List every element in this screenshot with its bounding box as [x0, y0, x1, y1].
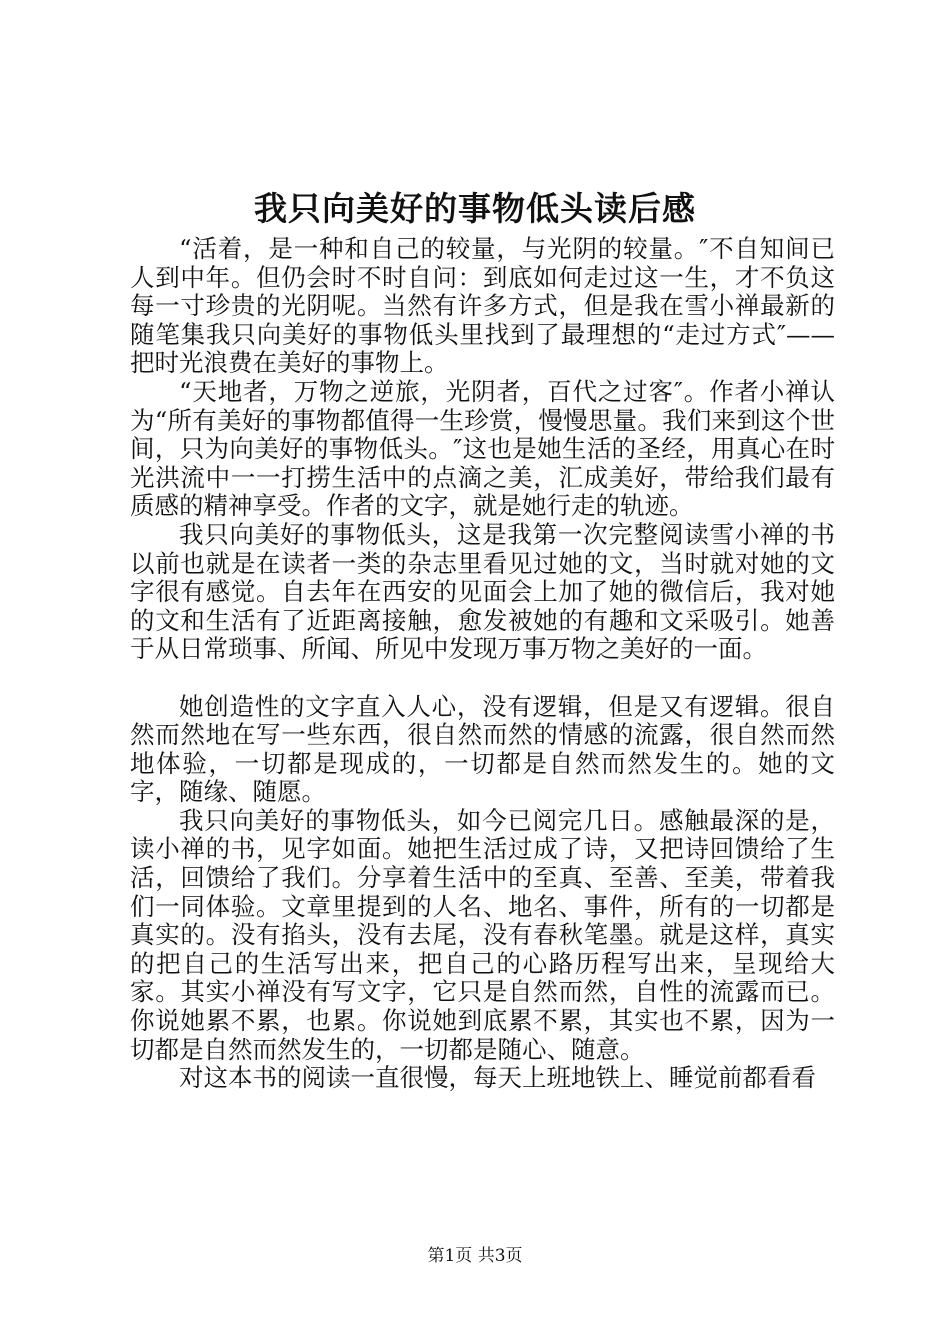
paragraph-5: 我只向美好的事物低头，如今已阅完几日。感触最深的是，读小禅的书，见字如面。她把生活过成了诗，又把诗回馈给了生活，回馈给了我们。分享着生活中的至真、至善、至美，带着我们一同体验。文章里提到的人名、地名、事件，所有的一切都是真实的。没有掐头，没有去尾，没有春秋笔墨。就是这样，真实的把自己的生活写出来，把自己的心路历程写出来，呈现给大家。其实小禅没有写文字，它只是自然而然，自性的流露而已。你说她累不累，也累。你说她到底累不累，其实也不累，因为一切都是自然而然发生的，一切都是随心、随意。	[130, 805, 835, 1064]
paragraph-3: 我只向美好的事物低头，这是我第一次完整阅读雪小禅的书以前也就是在读者一类的杂志里看见过她的文，当时就对她的文字很有感觉。自去年在西安的见面会上加了她的微信后，我对她的文和生活有了近距离接触，愈发被她的有趣和文采吸引。她善于从日常琐事、所闻、所见中发现万事万物之美好的一面。	[130, 519, 835, 664]
paragraph-2: “天地者，万物之逆旅，光阴者，百代之过客″。作者小禅认为“所有美好的事物都值得一生珍赏，慢慢思量。我们来到这个世间，只为向美好的事物低头。″这也是她生活的圣经，用真心在时光洪流中一一打捞生活中的点滴之美，汇成美好，带给我们最有质感的精神享受。作者的文字，就是她行走的轨迹。	[130, 376, 835, 521]
paragraph-1: “活着，是一种和自己的较量，与光阴的较量。″不自知间已人到中年。但仍会时不时自问：到底如何走过这一生，才不负这每一寸珍贵的光阴呢。当然有许多方式，但是我在雪小禅最新的随笔集我只向美好的事物低头里找到了最理想的“走过方式″——把时光浪费在美好的事物上。	[130, 234, 835, 378]
document-body	[130, 235, 835, 1093]
paragraph-4: 她创造性的文字直入人心，没有逻辑，但是又有逻辑。很自然而然地在写一些东西，很自然而然的情感的流露，很自然而然地体验，一切都是现成的，一切都是自然而然发生的。她的文字，随缘、随愿。	[130, 691, 835, 807]
document-title: 我只向美好的事物低头读后感	[254, 189, 696, 228]
page-footer: 第1页 共3页	[427, 1246, 523, 1266]
paragraph-6: 对这本书的阅读一直很慢，每天上班地铁上、睡觉前都看看	[179, 1063, 816, 1093]
